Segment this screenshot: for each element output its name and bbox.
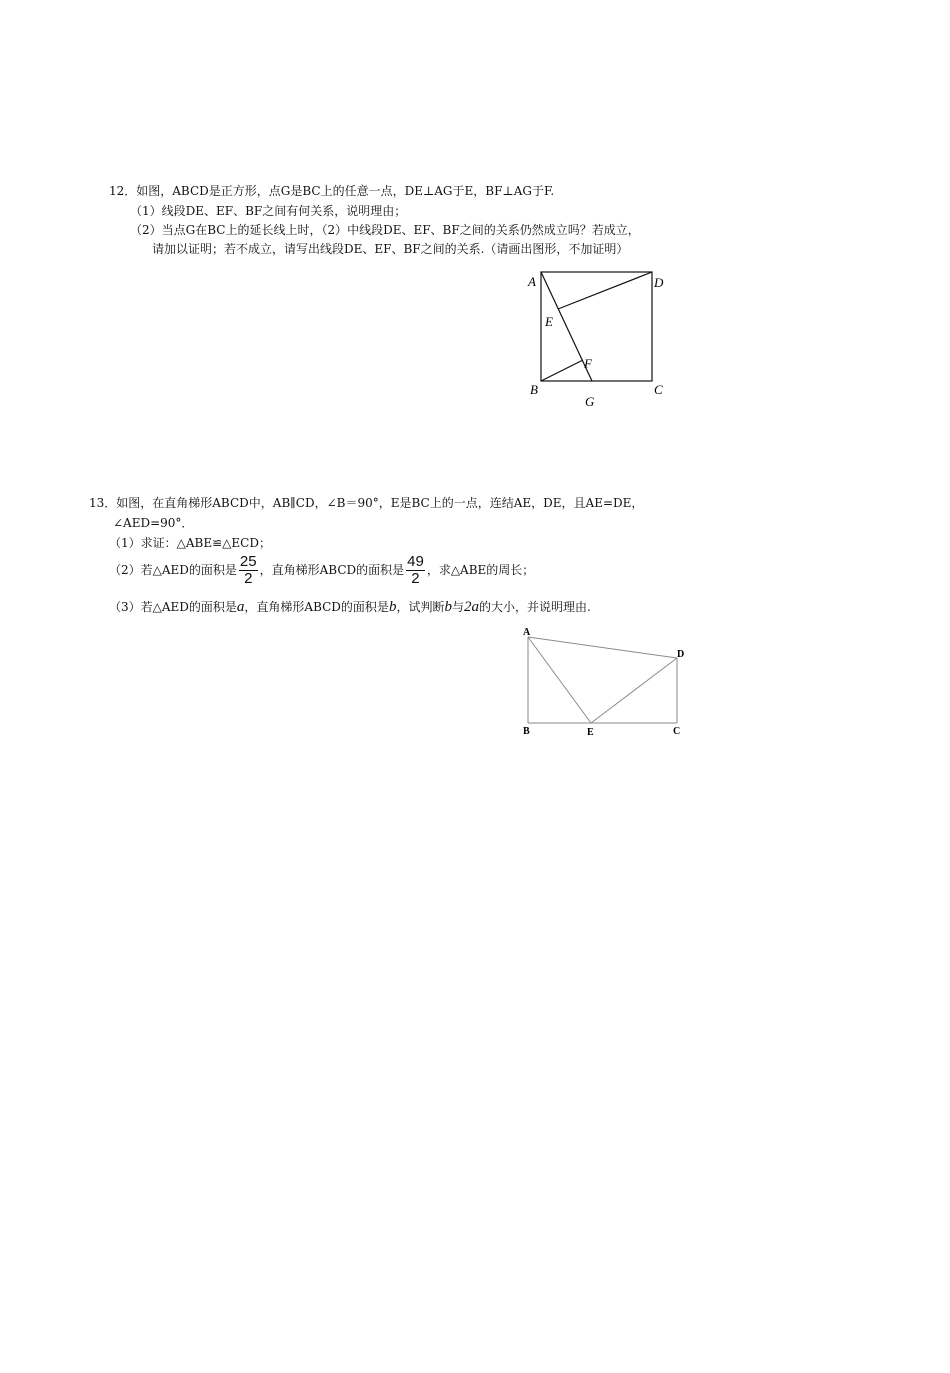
fraction-49-over-2 [406, 554, 425, 587]
q13-stem-line2: ∠AED=90°． [113, 516, 194, 530]
label-g: G [585, 394, 595, 409]
segment-ae [528, 637, 591, 723]
q13-part3-text-e: 的大小，并说明理由. [478, 600, 591, 614]
label-c2: C [673, 726, 681, 737]
variable-b: b [388, 599, 397, 615]
label-d2: D [677, 649, 685, 660]
variable-a: a [236, 599, 245, 615]
q13-part3 [109, 598, 591, 616]
q13-part3-text-d: 与 [451, 600, 464, 614]
fraction-numerator: 49 [407, 553, 424, 570]
q13-part2-text-c: ，求△ABE的周长； [426, 563, 535, 577]
label-d: D [654, 275, 664, 290]
fraction-25-over-2 [239, 554, 258, 587]
q12-part1: （1）线段DE、EF、BF之间有何关系，说明理由； [130, 204, 407, 218]
q13-part3-text-b: ，直角梯形ABCD的面积是 [244, 600, 389, 614]
q12-part2-line2: 请加以证明；若不成立，请写出线段DE、EF、BF之间的关系.（请画出图形，不加证明） [152, 242, 629, 256]
label-b: B [530, 382, 538, 397]
segment-de2 [591, 658, 677, 723]
square-abcd [541, 272, 652, 381]
fraction-denominator: 2 [411, 570, 420, 587]
label-e2: E [587, 727, 594, 738]
segment-de [558, 272, 652, 309]
q13-part2-text-b: ，直角梯形ABCD的面积是 [259, 563, 405, 577]
fraction-denominator: 2 [244, 570, 253, 587]
label-c: C [654, 382, 663, 397]
label-a2: A [523, 627, 531, 638]
q13-part1: （1）求证：△ABE≌△ECD； [109, 536, 271, 550]
q13-part2-text-a: （2）若△AED的面积是 [109, 563, 237, 577]
q13-part2 [109, 553, 534, 587]
variable-2a: 2a [463, 599, 479, 615]
label-e: E [545, 314, 553, 329]
fraction-numerator: 25 [239, 553, 257, 570]
q13-stem-line1: 13．如图，在直角梯形ABCD中，AB∥CD，∠B＝90°，E是BC上的一点，连结AE，DE，且AE=DE， [89, 496, 644, 510]
label-a: A [528, 274, 536, 289]
variable-b-2: b [444, 599, 452, 615]
segment-bf [541, 360, 583, 381]
q12-part2-line1: （2）当点G在BC上的延长线上时，（2）中线段DE、EF、BF之间的关系仍然成立吗？若成立， [130, 223, 640, 237]
q13-trapezoid-figure [528, 637, 677, 723]
segment-ad [528, 637, 677, 658]
label-b2: B [523, 726, 530, 737]
q13-part3-text-c: ，试判断 [396, 600, 445, 614]
q12-stem: 12．如图，ABCD是正方形，点G是BC上的任意一点，DE⊥AG于E，BF⊥AG于F. [109, 184, 555, 198]
label-f: F [584, 356, 592, 371]
q13-part3-text-a: （3）若△AED的面积是 [109, 600, 237, 614]
